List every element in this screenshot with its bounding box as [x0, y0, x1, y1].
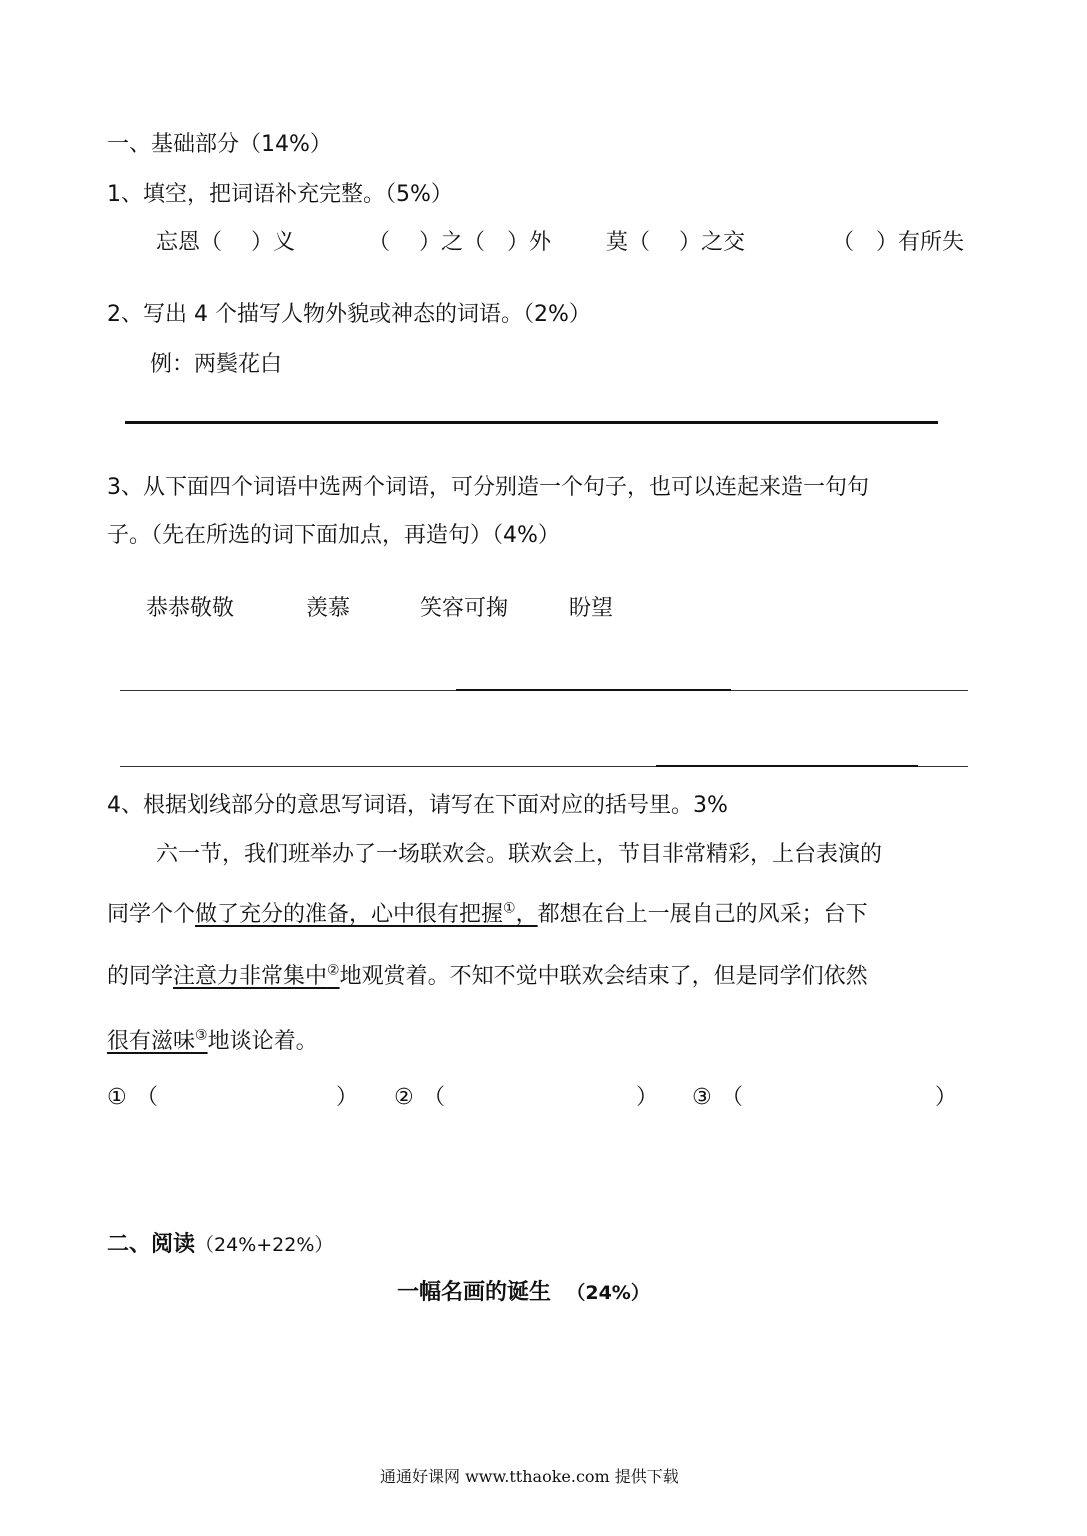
- q3-word: 羡慕: [306, 596, 351, 621]
- answer-line: [456, 689, 731, 691]
- answer-line: [125, 421, 938, 424]
- answer-bracket-close: ）: [336, 1085, 359, 1110]
- q1-item: （ ）之（ ）外: [368, 230, 551, 255]
- q3-word: 恭恭敬敬: [146, 596, 235, 621]
- q4-paragraph-line4: [107, 1027, 318, 1057]
- footer-text: 通通好课网 www.tthaoke.com 提供下载: [380, 1467, 679, 1486]
- answer-bracket-close: ）: [636, 1085, 659, 1110]
- q4-paragraph-line3: [107, 962, 868, 992]
- q1-item: 莫（ ）之交: [606, 230, 745, 255]
- answer-number: ①: [107, 1085, 127, 1110]
- answer-bracket-open: （: [721, 1085, 744, 1110]
- answer-line-thin: [731, 690, 968, 691]
- q3-prompt-line2: 子。（先在所选的词下面加点，再造句）（4%）: [107, 523, 560, 548]
- q4-paragraph-line2: [107, 900, 868, 930]
- q4-text: 的同学: [107, 964, 174, 989]
- q3-prompt-line1: 3、从下面四个词语中选两个词语，可分别造一个句子，也可以连起来造一句句: [107, 475, 869, 500]
- q2-example: 例：两鬓花白: [150, 352, 283, 377]
- section2-heading: 二、阅读（24%+22%）: [107, 1232, 334, 1257]
- answer-bracket-open: （: [136, 1085, 159, 1110]
- q1-item: 忘恩（ ）义: [156, 230, 295, 255]
- q1-prompt: 1、填空，把词语补充完整。（5%）: [107, 182, 453, 207]
- answer-bracket-open: （: [423, 1085, 446, 1110]
- answer-number: ③: [692, 1085, 712, 1110]
- q4-underlined-phrase-2: 注意力非常集中②: [173, 962, 340, 989]
- q4-text: 同学个个: [107, 902, 196, 927]
- q4-text: 都想在台上一展自己的风采；台下: [537, 902, 868, 927]
- answer-line-thin: [120, 766, 656, 767]
- answer-line: [656, 765, 918, 767]
- answer-bracket-close: ）: [935, 1085, 958, 1110]
- q4-underlined-phrase-1: 做了充分的准备，心中很有把握①，: [195, 900, 538, 927]
- answer-line-thin: [918, 766, 968, 767]
- q4-prompt: 4、根据划线部分的意思写词语，请写在下面对应的括号里。3%: [107, 793, 728, 818]
- q3-word: 盼望: [569, 596, 614, 621]
- q3-word: 笑容可掬: [420, 596, 509, 621]
- section1-heading: 一、基础部分（14%）: [107, 132, 332, 157]
- q4-paragraph-line1: 六一节，我们班举办了一场联欢会。联欢会上，节目非常精彩，上台表演的: [156, 842, 883, 867]
- q4-text: 地观赏着。不知不觉中联欢会结束了，但是同学们依然: [339, 964, 868, 989]
- q4-underlined-phrase-3: 很有滋味③: [107, 1027, 208, 1054]
- answer-number: ②: [394, 1085, 414, 1110]
- answer-line-thin: [120, 690, 456, 691]
- reading-title: 一幅名画的诞生 （24%）: [397, 1280, 650, 1305]
- q4-text: 地谈论着。: [207, 1029, 318, 1054]
- q1-item: （ ）有所失: [832, 230, 965, 255]
- q2-prompt: 2、写出 4 个描写人物外貌或神态的词语。（2%）: [107, 302, 591, 327]
